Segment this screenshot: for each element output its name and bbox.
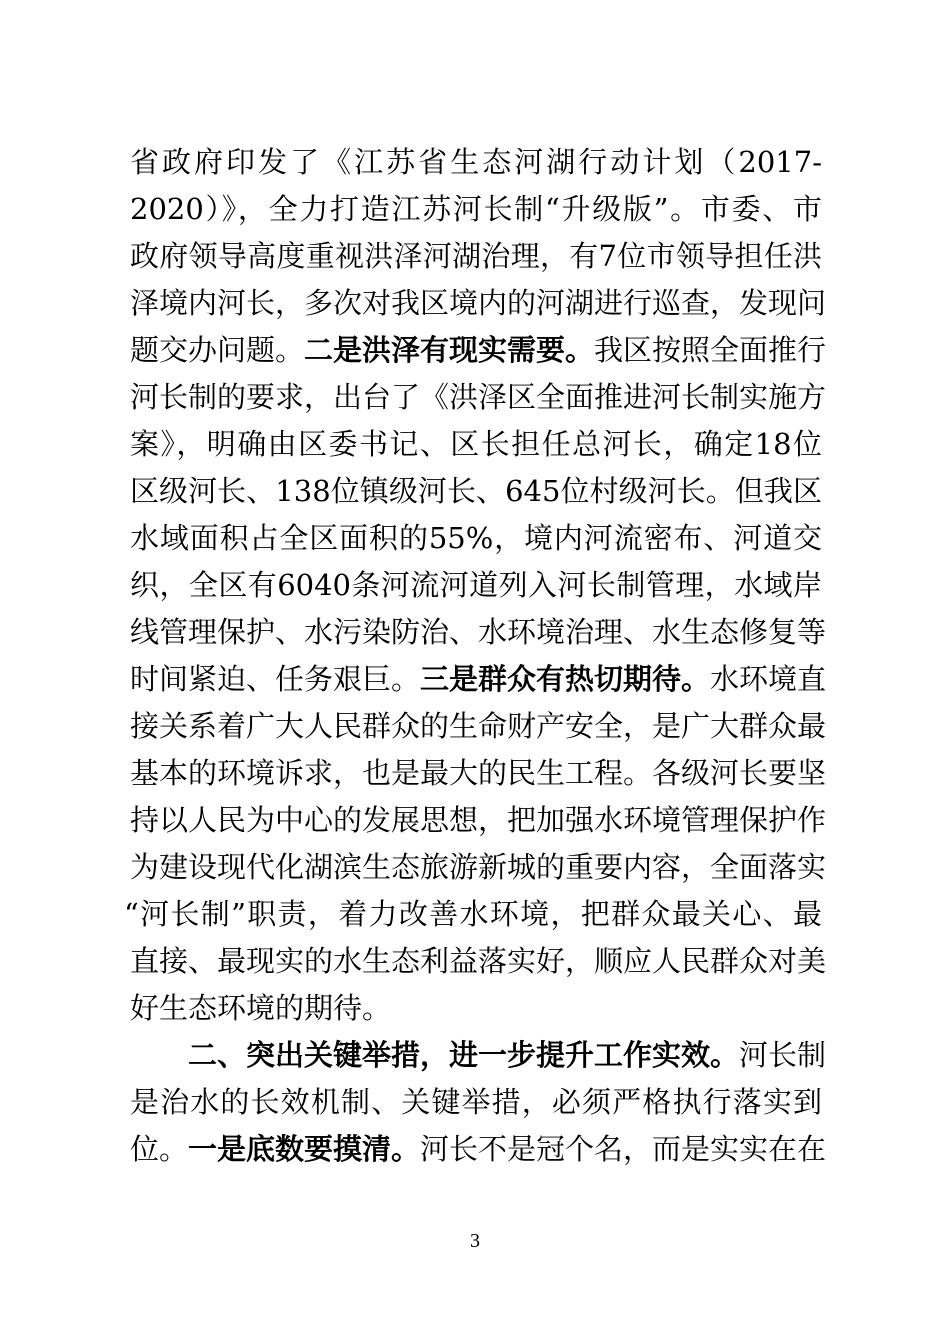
text-line bbox=[130, 845, 827, 889]
section-heading: 二、突出关键举措，进一步提升工作实效。 bbox=[188, 1038, 740, 1072]
text-line bbox=[130, 469, 822, 513]
text-run: 水环境直 bbox=[710, 662, 827, 696]
text-run: 是治水的长效机制、关键举措，必须严格执行落实到 bbox=[130, 1085, 822, 1119]
text-run: 基本的环境诉求，也是最大的民生工程。各级河长要坚 bbox=[130, 756, 827, 790]
text-run: 案》，明确由区委书记、区长担任总河长，确定18位 bbox=[130, 427, 822, 461]
text-run: 直接、最现实的水生态利益落实好，顺应人民群众对美 bbox=[130, 944, 827, 978]
text-run: 河长不是冠个名，而是实实在在 bbox=[420, 1132, 827, 1166]
text-line bbox=[130, 986, 822, 1030]
page-number: 3 bbox=[470, 1230, 480, 1252]
text-line bbox=[130, 610, 827, 654]
text-line bbox=[130, 422, 822, 466]
text-run: 线管理保护、水污染防治、水环境治理、水生态修复等 bbox=[130, 615, 827, 649]
bold-heading-run: 二是洪泽有现实需要。 bbox=[304, 333, 595, 367]
text-run: 题交办问题。 bbox=[130, 333, 305, 367]
text-run: 泽境内河长，多次对我区境内的河湖进行巡查，发现问 bbox=[130, 286, 827, 320]
text-line bbox=[130, 187, 822, 231]
text-run: 2020）》，全力打造江苏河长制“升级版”。市委、市 bbox=[130, 192, 822, 226]
text-run: 位。 bbox=[130, 1132, 189, 1166]
text-line bbox=[130, 563, 822, 607]
text-line bbox=[130, 140, 822, 184]
text-run: 我区按照全面推行 bbox=[594, 333, 827, 367]
text-run: 时间紧迫、任务艰巨。 bbox=[130, 662, 421, 696]
text-line bbox=[124, 892, 822, 936]
text-run: 织，全区有6040条河流河道列入河长制管理，水域岸 bbox=[130, 568, 822, 602]
text-run: 好生态环境的期待。 bbox=[130, 991, 392, 1025]
text-line bbox=[130, 234, 822, 278]
text-run: 接关系着广大人民群众的生命财产安全，是广大群众最 bbox=[130, 709, 827, 743]
text-line bbox=[130, 375, 827, 419]
text-run: 为建设现代化湖滨生态旅游新城的重要内容，全面落实 bbox=[130, 850, 827, 884]
text-line bbox=[130, 939, 827, 983]
text-line bbox=[130, 704, 827, 748]
bold-heading-run: 一是底数要摸清。 bbox=[188, 1132, 421, 1166]
text-run: 持以人民为中心的发展思想，把加强水环境管理保护作 bbox=[130, 803, 827, 837]
text-line bbox=[130, 516, 822, 560]
text-line bbox=[130, 281, 827, 325]
text-line bbox=[130, 328, 827, 372]
text-run: 政府领导高度重视洪泽河湖治理，有7位市领导担任洪 bbox=[130, 239, 822, 273]
text-run: 省政府印发了《江苏省生态河湖行动计划（2017- bbox=[130, 145, 822, 179]
text-run: “河长制”职责，着力改善水环境，把群众最关心、最 bbox=[124, 897, 822, 931]
text-run: 河长制 bbox=[739, 1038, 827, 1072]
text-line bbox=[130, 1080, 822, 1124]
text-line bbox=[130, 751, 827, 795]
text-line bbox=[130, 657, 827, 701]
text-run: 水域面积占全区面积的55%，境内河流密布、河道交 bbox=[130, 521, 822, 555]
text-line bbox=[130, 798, 827, 842]
text-line bbox=[130, 1127, 827, 1171]
text-run: 河长制的要求，出台了《洪泽区全面推进河长制实施方 bbox=[130, 380, 827, 414]
text-run: 区级河长、138位镇级河长、645位村级河长。但我区 bbox=[130, 474, 822, 508]
text-line bbox=[188, 1033, 827, 1077]
bold-heading-run: 三是群众有热切期待。 bbox=[420, 662, 711, 696]
